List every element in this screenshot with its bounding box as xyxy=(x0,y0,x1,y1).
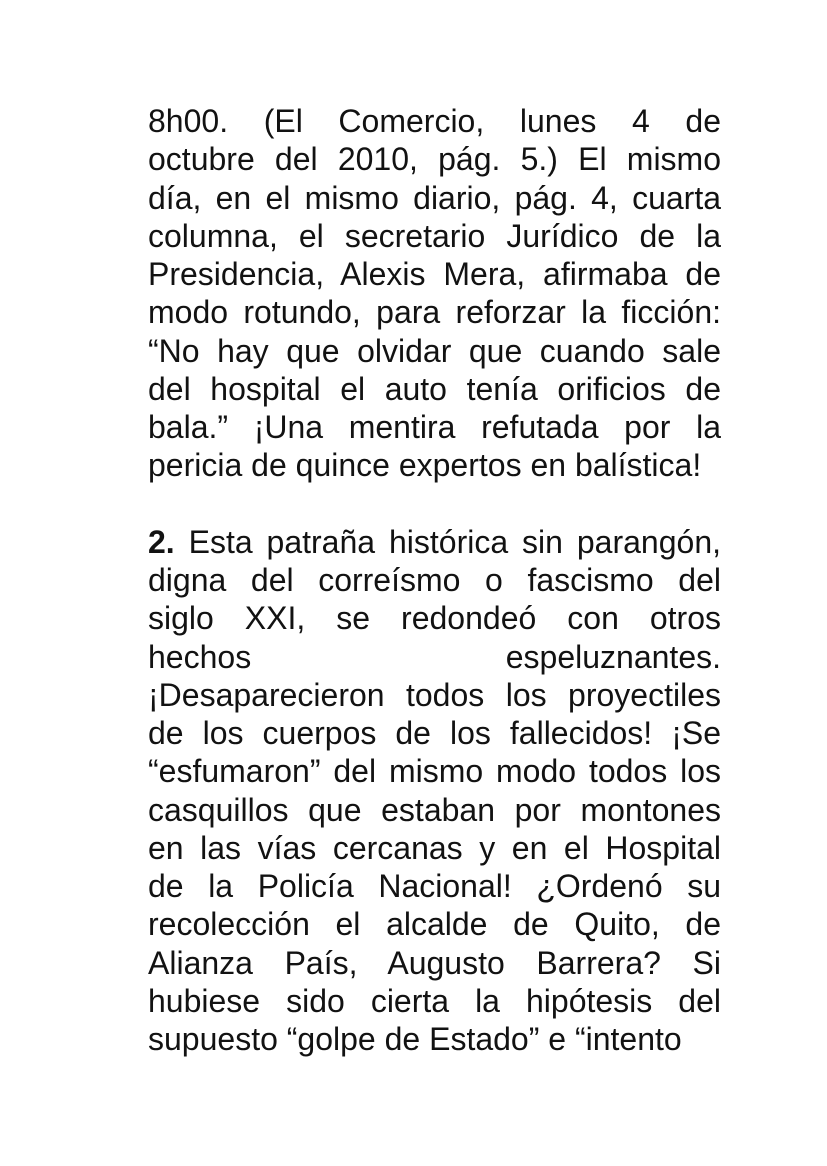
text-line: Presidencia, Alexis Mera, afirmaba de xyxy=(148,256,721,292)
text-line: hechos espeluznantes. xyxy=(148,638,721,675)
text-line: en las vías cercanas y en el Hospital xyxy=(148,829,721,866)
text-line: recolección el alcalde de Quito, de xyxy=(148,906,721,943)
text-line: octubre del 2010, pág. 5.) El mismo xyxy=(148,141,721,178)
text-line: modo rotundo, para reforzar la ficción: xyxy=(148,294,721,331)
text-line: bala.” ¡Una mentira refutada por la xyxy=(148,409,721,445)
paragraph-number: 2. xyxy=(148,523,175,560)
page-text-block xyxy=(148,102,721,1058)
paragraph xyxy=(148,523,721,1059)
text-line: día, en el mismo diario, pág. 4, cuarta xyxy=(148,179,721,216)
text-line: columna, el secretario Jurídico de la xyxy=(148,217,721,254)
text-line: del hospital el auto tenía orificios de xyxy=(148,370,721,407)
text-line: de la Policía Nacional! ¿Ordenó su xyxy=(148,868,721,904)
text-line: supuesto “golpe de Estado” e “intento xyxy=(148,1021,682,1057)
text-line: “esfumaron” del mismo modo todos los xyxy=(148,753,721,790)
text-line: “No hay que olvidar que cuando sale xyxy=(148,332,721,369)
text-line: digna del correísmo o fascismo del xyxy=(148,562,721,598)
text-line: pericia de quince expertos en balística! xyxy=(148,447,702,484)
text-line: 2. Esta patraña histórica sin parangón, xyxy=(148,523,721,560)
text-line: hubiese sido cierta la hipótesis del xyxy=(148,982,721,1019)
text-line: siglo XXI, se redondeó con otros xyxy=(148,600,721,637)
text-line: Alianza País, Augusto Barrera? Si xyxy=(148,944,721,981)
text-line: 8h00. (El Comercio, lunes 4 de xyxy=(148,103,721,139)
text-line: casquillos que estaban por montones xyxy=(148,791,721,828)
paragraph xyxy=(148,102,721,485)
text-line: ¡Desaparecieron todos los proyectiles xyxy=(148,676,721,713)
text-line: de los cuerpos de los fallecidos! ¡Se xyxy=(148,715,721,751)
